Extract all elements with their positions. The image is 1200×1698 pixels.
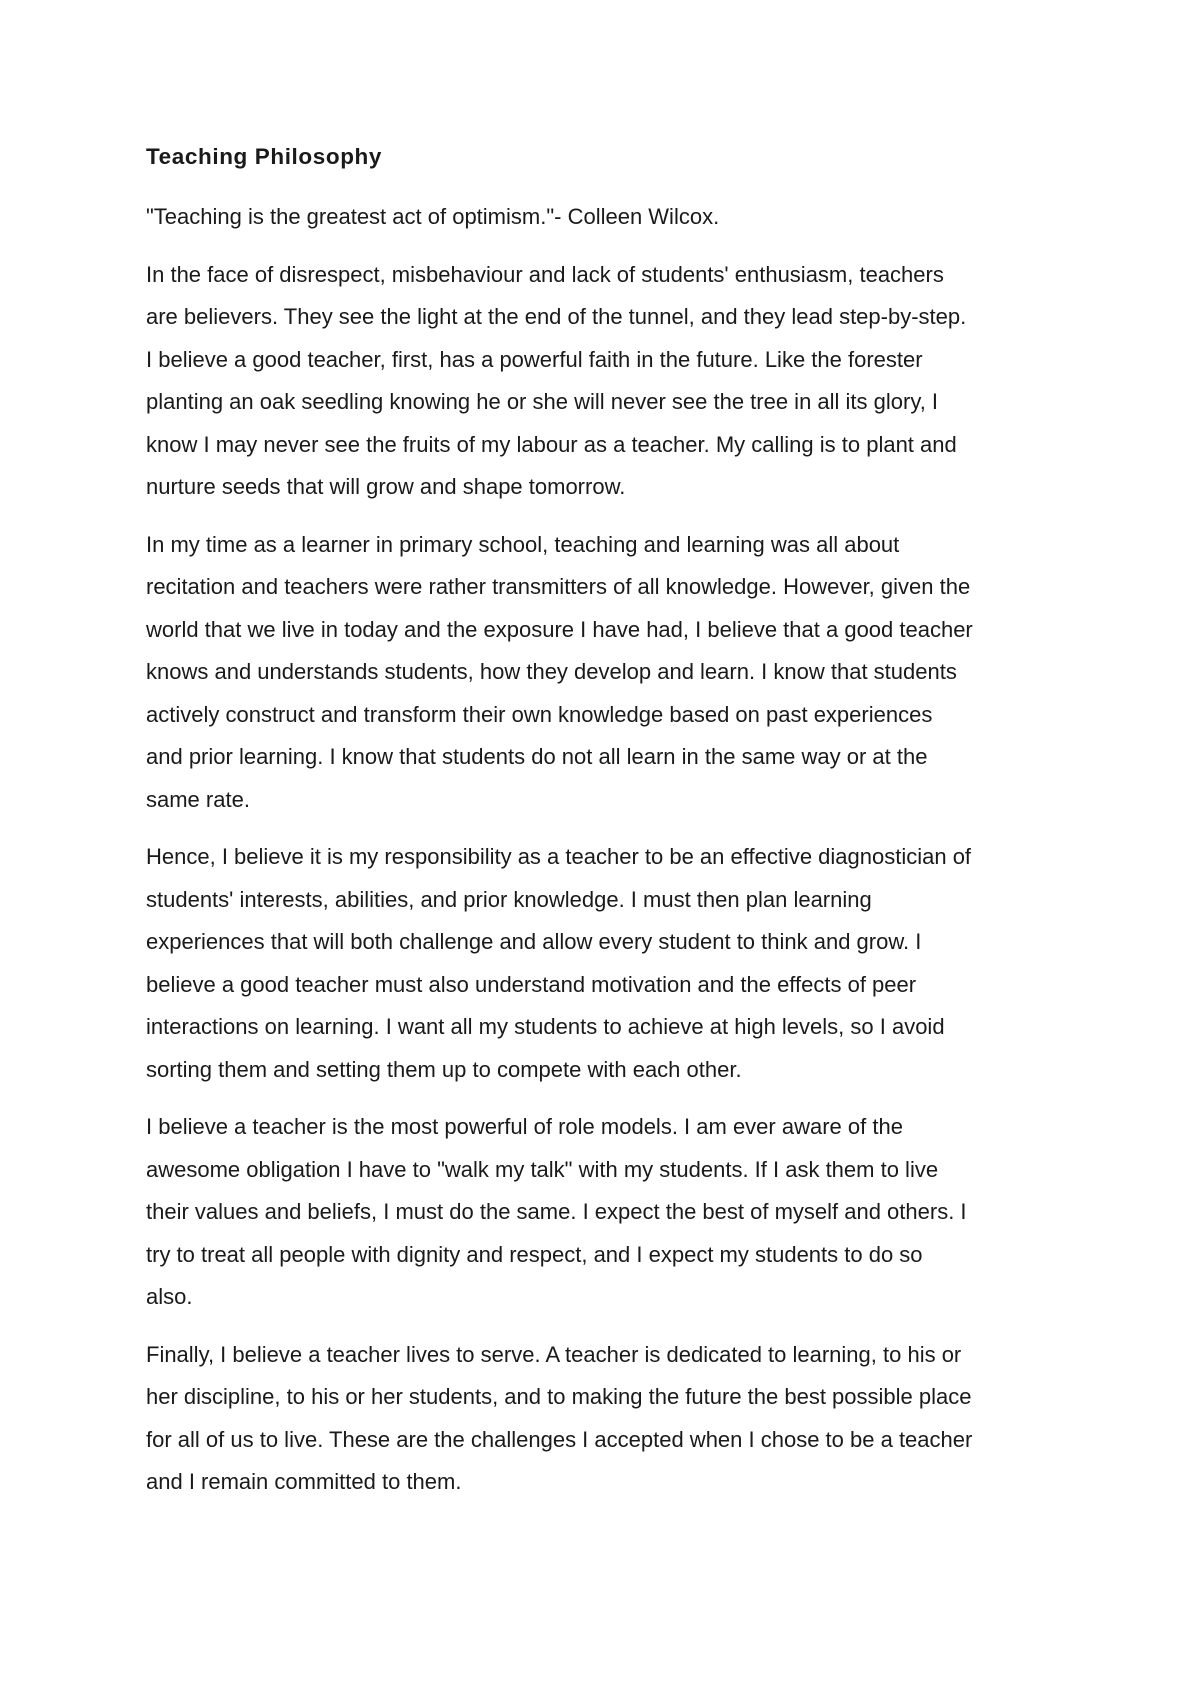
text-line: In the face of disrespect, misbehaviour and lack of students' enthusiasm, teachers — [146, 261, 944, 287]
text-line: Finally, I believe a teacher lives to serve. A teacher is dedicated to learning, to his or — [146, 1341, 962, 1367]
paragraph-5 — [146, 1334, 1076, 1504]
text-line: believe a good teacher must also understand motivation and the effects of peer — [146, 971, 917, 997]
text-line: students' interests, abilities, and prior knowledge. I must then plan learning — [146, 886, 872, 912]
text-line: know I may never see the fruits of my labour as a teacher. My calling is to plant and — [146, 431, 957, 457]
text-line: sorting them and setting them up to compete with each other. — [146, 1056, 742, 1082]
text-line: also. — [146, 1284, 193, 1309]
text-line: actively construct and transform their own knowledge based on past experiences — [146, 701, 933, 727]
document-body — [146, 142, 1076, 1519]
paragraph-4 — [146, 1106, 1076, 1319]
text-line: Hence, I believe it is my responsibility as a teacher to be an effective diagnostician of — [146, 844, 972, 869]
text-line: same rate. — [146, 786, 250, 812]
paragraph-quote — [146, 196, 1076, 239]
text-line: nurture seeds that will grow and shape tomorrow. — [146, 474, 626, 499]
text-line: world that we live in today and the exposure I have had, I believe that a good teacher — [146, 616, 973, 642]
text-line: In my time as a learner in primary school, teaching and learning was all about — [146, 531, 900, 557]
text-line: her discipline, to his or her students, and to making the future the best possible place — [146, 1384, 972, 1409]
text-line: and I remain committed to them. — [146, 1469, 462, 1494]
text-line: their values and beliefs, I must do the same. I expect the best of myself and others. I — [146, 1199, 967, 1224]
text-line: I believe a teacher is the most powerful of role models. I am ever aware of the — [146, 1114, 903, 1139]
text-line: interactions on learning. I want all my students to achieve at high levels, so I avoid — [146, 1014, 945, 1039]
text-line: awesome obligation I have to "walk my talk" with my students. If I ask them to live — [146, 1156, 939, 1182]
text-line: try to treat all people with dignity and respect, and I expect my students to do so — [146, 1241, 923, 1267]
paragraph-3 — [146, 836, 1076, 1091]
text-line: planting an oak seedling knowing he or she will never see the tree in all its glory, I — [146, 389, 939, 414]
text-line: experiences that will both challenge and allow every student to think and grow. I — [146, 929, 922, 954]
text-line: "Teaching is the greatest act of optimism."- Colleen Wilcox. — [146, 204, 720, 229]
text-line: I believe a good teacher, first, has a powerful faith in the future. Like the forester — [146, 346, 923, 372]
text-line: knows and understands students, how they develop and learn. I know that students — [146, 659, 957, 684]
paragraph-1 — [146, 254, 1076, 509]
text-line: for all of us to live. These are the challenges I accepted when I chose to be a teacher — [146, 1426, 973, 1452]
paragraph-2 — [146, 524, 1076, 822]
text-line: and prior learning. I know that students do not all learn in the same way or at the — [146, 744, 928, 769]
document-title: Teaching Philosophy — [146, 144, 383, 169]
text-line: are believers. They see the light at the end of the tunnel, and they lead step-by-step. — [146, 304, 967, 329]
text-line: recitation and teachers were rather transmitters of all knowledge. However, given the — [146, 574, 971, 599]
